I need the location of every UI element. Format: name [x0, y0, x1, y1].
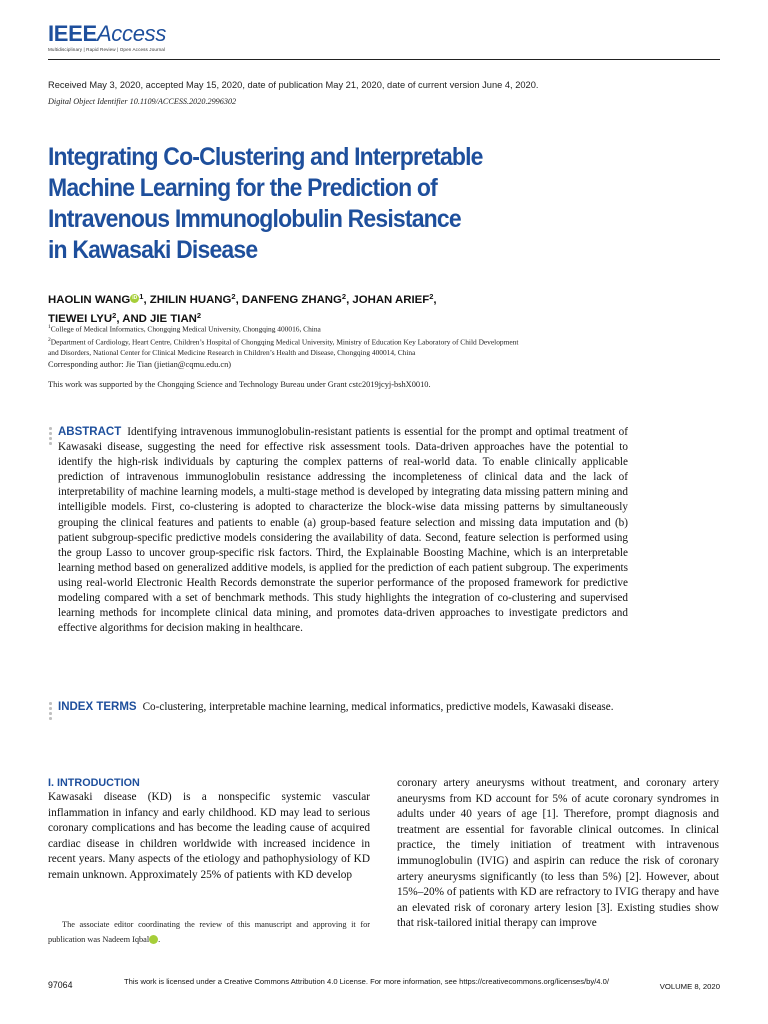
section-heading: I. INTRODUCTION [48, 777, 140, 789]
affiliation-2 [48, 335, 688, 348]
affiliations [48, 322, 688, 358]
author-name: , JOHAN ARIEF [346, 294, 430, 306]
publication-dates: Received May 3, 2020, accepted May 15, 2020, date of publication May 21, 2020, date of current version June 4, 2020. [48, 80, 539, 90]
volume-label: VOLUME 8, 2020 [659, 982, 720, 991]
journal-logo [48, 22, 166, 52]
title-line: in Kawasaki Disease [48, 236, 258, 264]
index-terms-dots-icon [49, 702, 52, 722]
logo-tagline: Multidisciplinary | Rapid Review | Open Access Journal [48, 47, 166, 52]
author-name: , ZHILIN HUANG [143, 294, 232, 306]
author-sep: , [433, 294, 437, 306]
affiliation-2-cont: and Disorders, National Center for Clinical Medicine Research in Children’s Health and Disease, Chongqing 400014, China [48, 347, 416, 357]
footnote-text: The associate editor coordinating the review of this manuscript and approving it for publication was Nadeem Iqbal [48, 920, 370, 944]
title-line: Integrating Co-Clustering and Interpretable [48, 143, 483, 171]
orcid-icon[interactable]: iD [149, 935, 158, 944]
affiliation-1 [48, 322, 688, 335]
affil-mark: 2 [341, 292, 347, 301]
license-note: This work is licensed under a Creative Commons Attribution 4.0 License. For more information, see https://creativecommons.org/licenses/by/4.0/ [124, 977, 609, 986]
affil-mark: 2 [112, 311, 117, 320]
intro-paragraph-cont: coronary artery aneurysms without treatment, and coronary artery aneurysms from KD account for 5% of acute coronary syndromes in adults under 40 years of age [1]. Therefore, prompt diagnosis and treatment are essential for favorable clinical outcomes. In clinical practice, the timely initiation of treatment with intravenous immunoglobulin (IVIG) and aspirin can reduce the risk of coronary artery aneurysms significantly (to less than 5%) [2]. However, about 15%–20% of patients with KD are refractory to IVIG therapy and have an elevated risk of coronary artery lesion [3]. Existing studies show that risk-tailored initial therapy can improve [397, 777, 719, 930]
affil-text: College of Medical Informatics, Chongqing Medical University, Chongqing 400016, China [50, 324, 321, 334]
paper-title [48, 142, 563, 266]
logo-access: Access [96, 21, 167, 46]
index-terms [58, 700, 628, 715]
editor-footnote [48, 917, 370, 947]
corresponding-author: Corresponding author: Jie Tian (jietian@cqmu.edu.cn) [48, 360, 232, 369]
doi: Digital Object Identifier 10.1109/ACCESS.2020.2996302 [48, 97, 237, 106]
affil-mark: 2 [231, 292, 236, 301]
title-line: Intravenous Immunoglobulin Resistance [48, 205, 461, 233]
intro-right-column [397, 776, 719, 932]
title-line: Machine Learning for the Prediction of [48, 174, 437, 202]
intro-paragraph: Kawasaki disease (KD) is a nonspecific systemic vascular inflammation in infancy and early childhood. KD may lead to serious coronary complications and has become the leading cause of acquired cardiac disease in children worldwide with increased incidence in recent years. Many aspects of the etiology and pathophysiology of KD remain unknown. Approximately 25% of patients with KD develop [48, 791, 370, 881]
abstract-label: ABSTRACT [58, 426, 122, 438]
logo-ieee: IEEE [48, 21, 97, 46]
index-terms-text: Co-clustering, interpretable machine learning, medical informatics, predictive models, Kawasaki disease. [142, 701, 614, 713]
abstract [58, 425, 628, 636]
affil-num: 1 [48, 324, 51, 330]
affil-num: 2 [48, 336, 51, 343]
author-name: , DANFENG ZHANG [235, 294, 342, 306]
affil-mark: 2 [429, 292, 434, 301]
orcid-icon[interactable]: iD [132, 295, 138, 301]
author-name: , AND JIE TIAN [116, 313, 197, 325]
author-name: HAOLIN WANG [48, 294, 131, 306]
intro-left-column [48, 776, 370, 884]
affil-mark: 1 [139, 292, 144, 301]
affil-mark: 2 [196, 311, 202, 320]
funding-note: This work was supported by the Chongqing Science and Technology Bureau under Grant cstc2019jcyj-bshX0010. [48, 380, 431, 389]
footnote-end: . [158, 935, 161, 944]
page-number: 97064 [48, 980, 73, 990]
abstract-text: Identifying intravenous immunoglobulin-resistant patients is essential for the prompt and optimal treatment of Kawasaki disease, suggesting the need for effective risk assessment tools. Data-driven approaches have the potential to identify the high-risk individuals by capturing the complex patterns of real-world data. To enable clinically applicable prediction of intravenous immunoglobulin resistance addressing the incompleteness of clinical data and the lack of interpretability of machine learning models, a multi-stage method is developed by integrating data missing pattern mining and intelligible models. First, co-clustering is adopted to characterize the block-wise data missing patterns by simultaneously grouping the clinical features and patients to enable (a) group-based feature selection and missing data imputation and (b) patient subgroup-specific predictive models considering the availability of data. Second, feature selection is performed using the group Lasso to uncover group-specific risk factors. Third, the Explainable Boosting Machine, which is an interpretable learning method based on generalized additive models, is applied for the prediction of each patient subgroup. The experiments using real-world Electronic Health Records demonstrate the superior performance of the proposed framework for predictive modeling compared with a set of benchmark methods. This study highlights the integration of co-clustering and supervised learning methods for incomplete clinical data mining, and promotes data-driven approaches to investigate predictors and effective algorithms for decision making in healthcare. [58, 426, 628, 635]
author-name: TIEWEI LYU [48, 313, 113, 325]
affil-text: Department of Cardiology, Heart Centre, Children’s Hospital of Chongqing Medical University, Ministry of Education Key Laboratory of Child Development [50, 337, 519, 347]
header-rule [48, 59, 720, 60]
index-terms-label: INDEX TERMS [58, 701, 137, 713]
logo-wordmark [48, 22, 166, 46]
abstract-dots-icon [49, 427, 52, 447]
